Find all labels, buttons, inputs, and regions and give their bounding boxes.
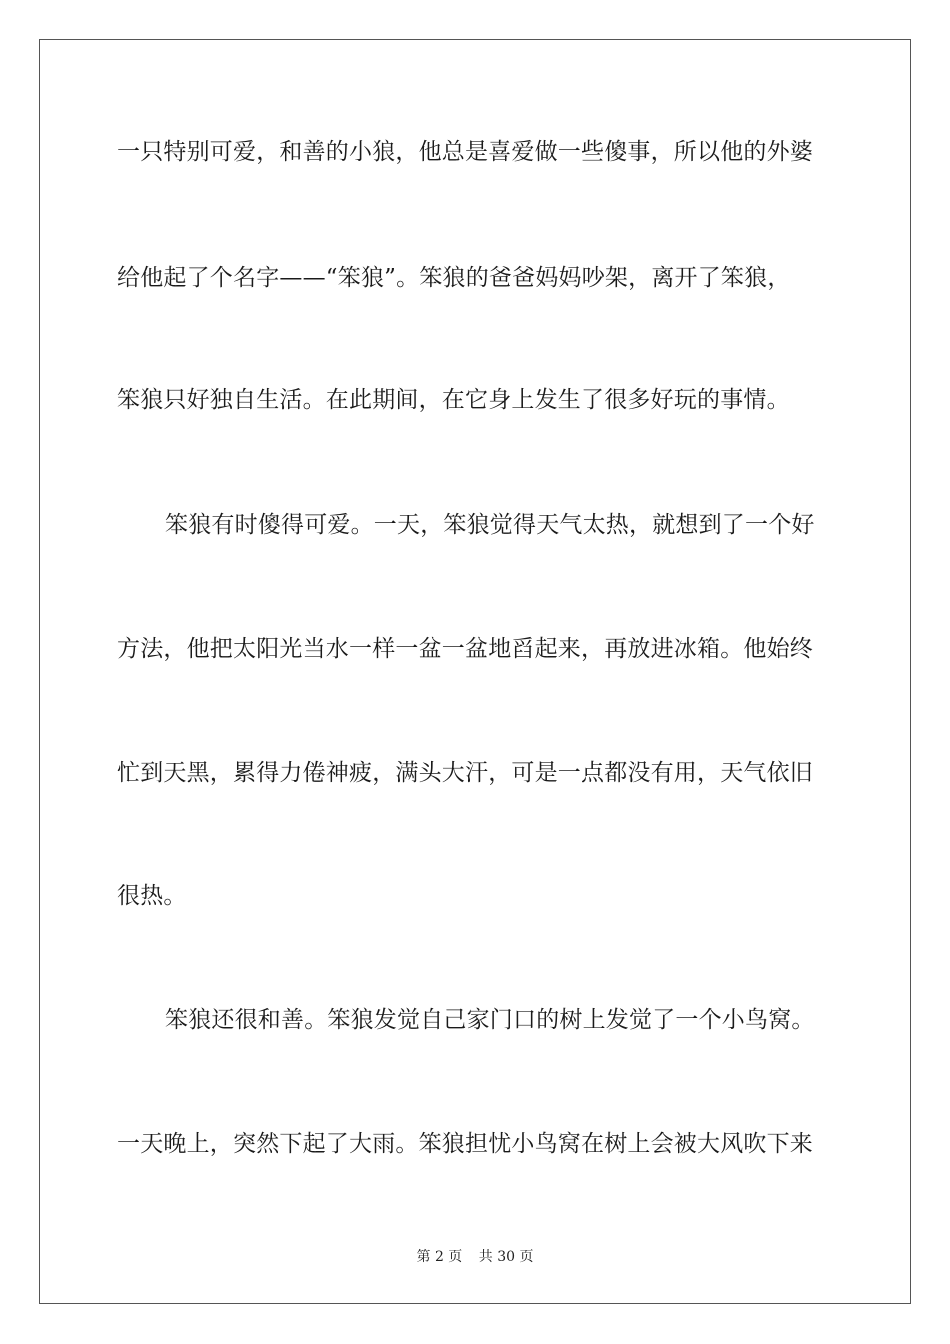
text-line-7: 很热。 — [117, 883, 187, 909]
text-line-8: 笨狼还很和善。笨狼发觉自己家门口的树上发觉了一个小鸟窝。 — [165, 1007, 815, 1033]
text-line-3: 笨狼只好独自生活。在此期间，在它身上发生了很多好玩的事情。 — [117, 387, 790, 413]
text-line-2: 给他起了个名字——“笨狼”。笨狼的爸爸妈妈吵架，离开了笨狼， — [117, 265, 791, 291]
page-footer — [0, 1248, 950, 1266]
text-line-1: 一只特别可爱，和善的小狼，他总是喜爱做一些傻事，所以他的外婆 — [117, 139, 813, 165]
text-line-5: 方法，他把太阳光当水一样一盆一盆地舀起来，再放进冰箱。他始终 — [117, 636, 813, 662]
page-frame — [39, 39, 911, 1304]
page-total: 共 30 页 — [478, 1249, 534, 1265]
text-line-9: 一天晚上，突然下起了大雨。笨狼担忧小鸟窝在树上会被大风吹下来 — [117, 1131, 813, 1157]
text-line-6: 忙到天黑，累得力倦神疲，满头大汗，可是一点都没有用，天气依旧 — [117, 760, 813, 786]
text-line-4: 笨狼有时傻得可爱。一天，笨狼觉得天气太热，就想到了一个好 — [165, 512, 815, 538]
page-number: 第 2 页 — [416, 1249, 463, 1265]
